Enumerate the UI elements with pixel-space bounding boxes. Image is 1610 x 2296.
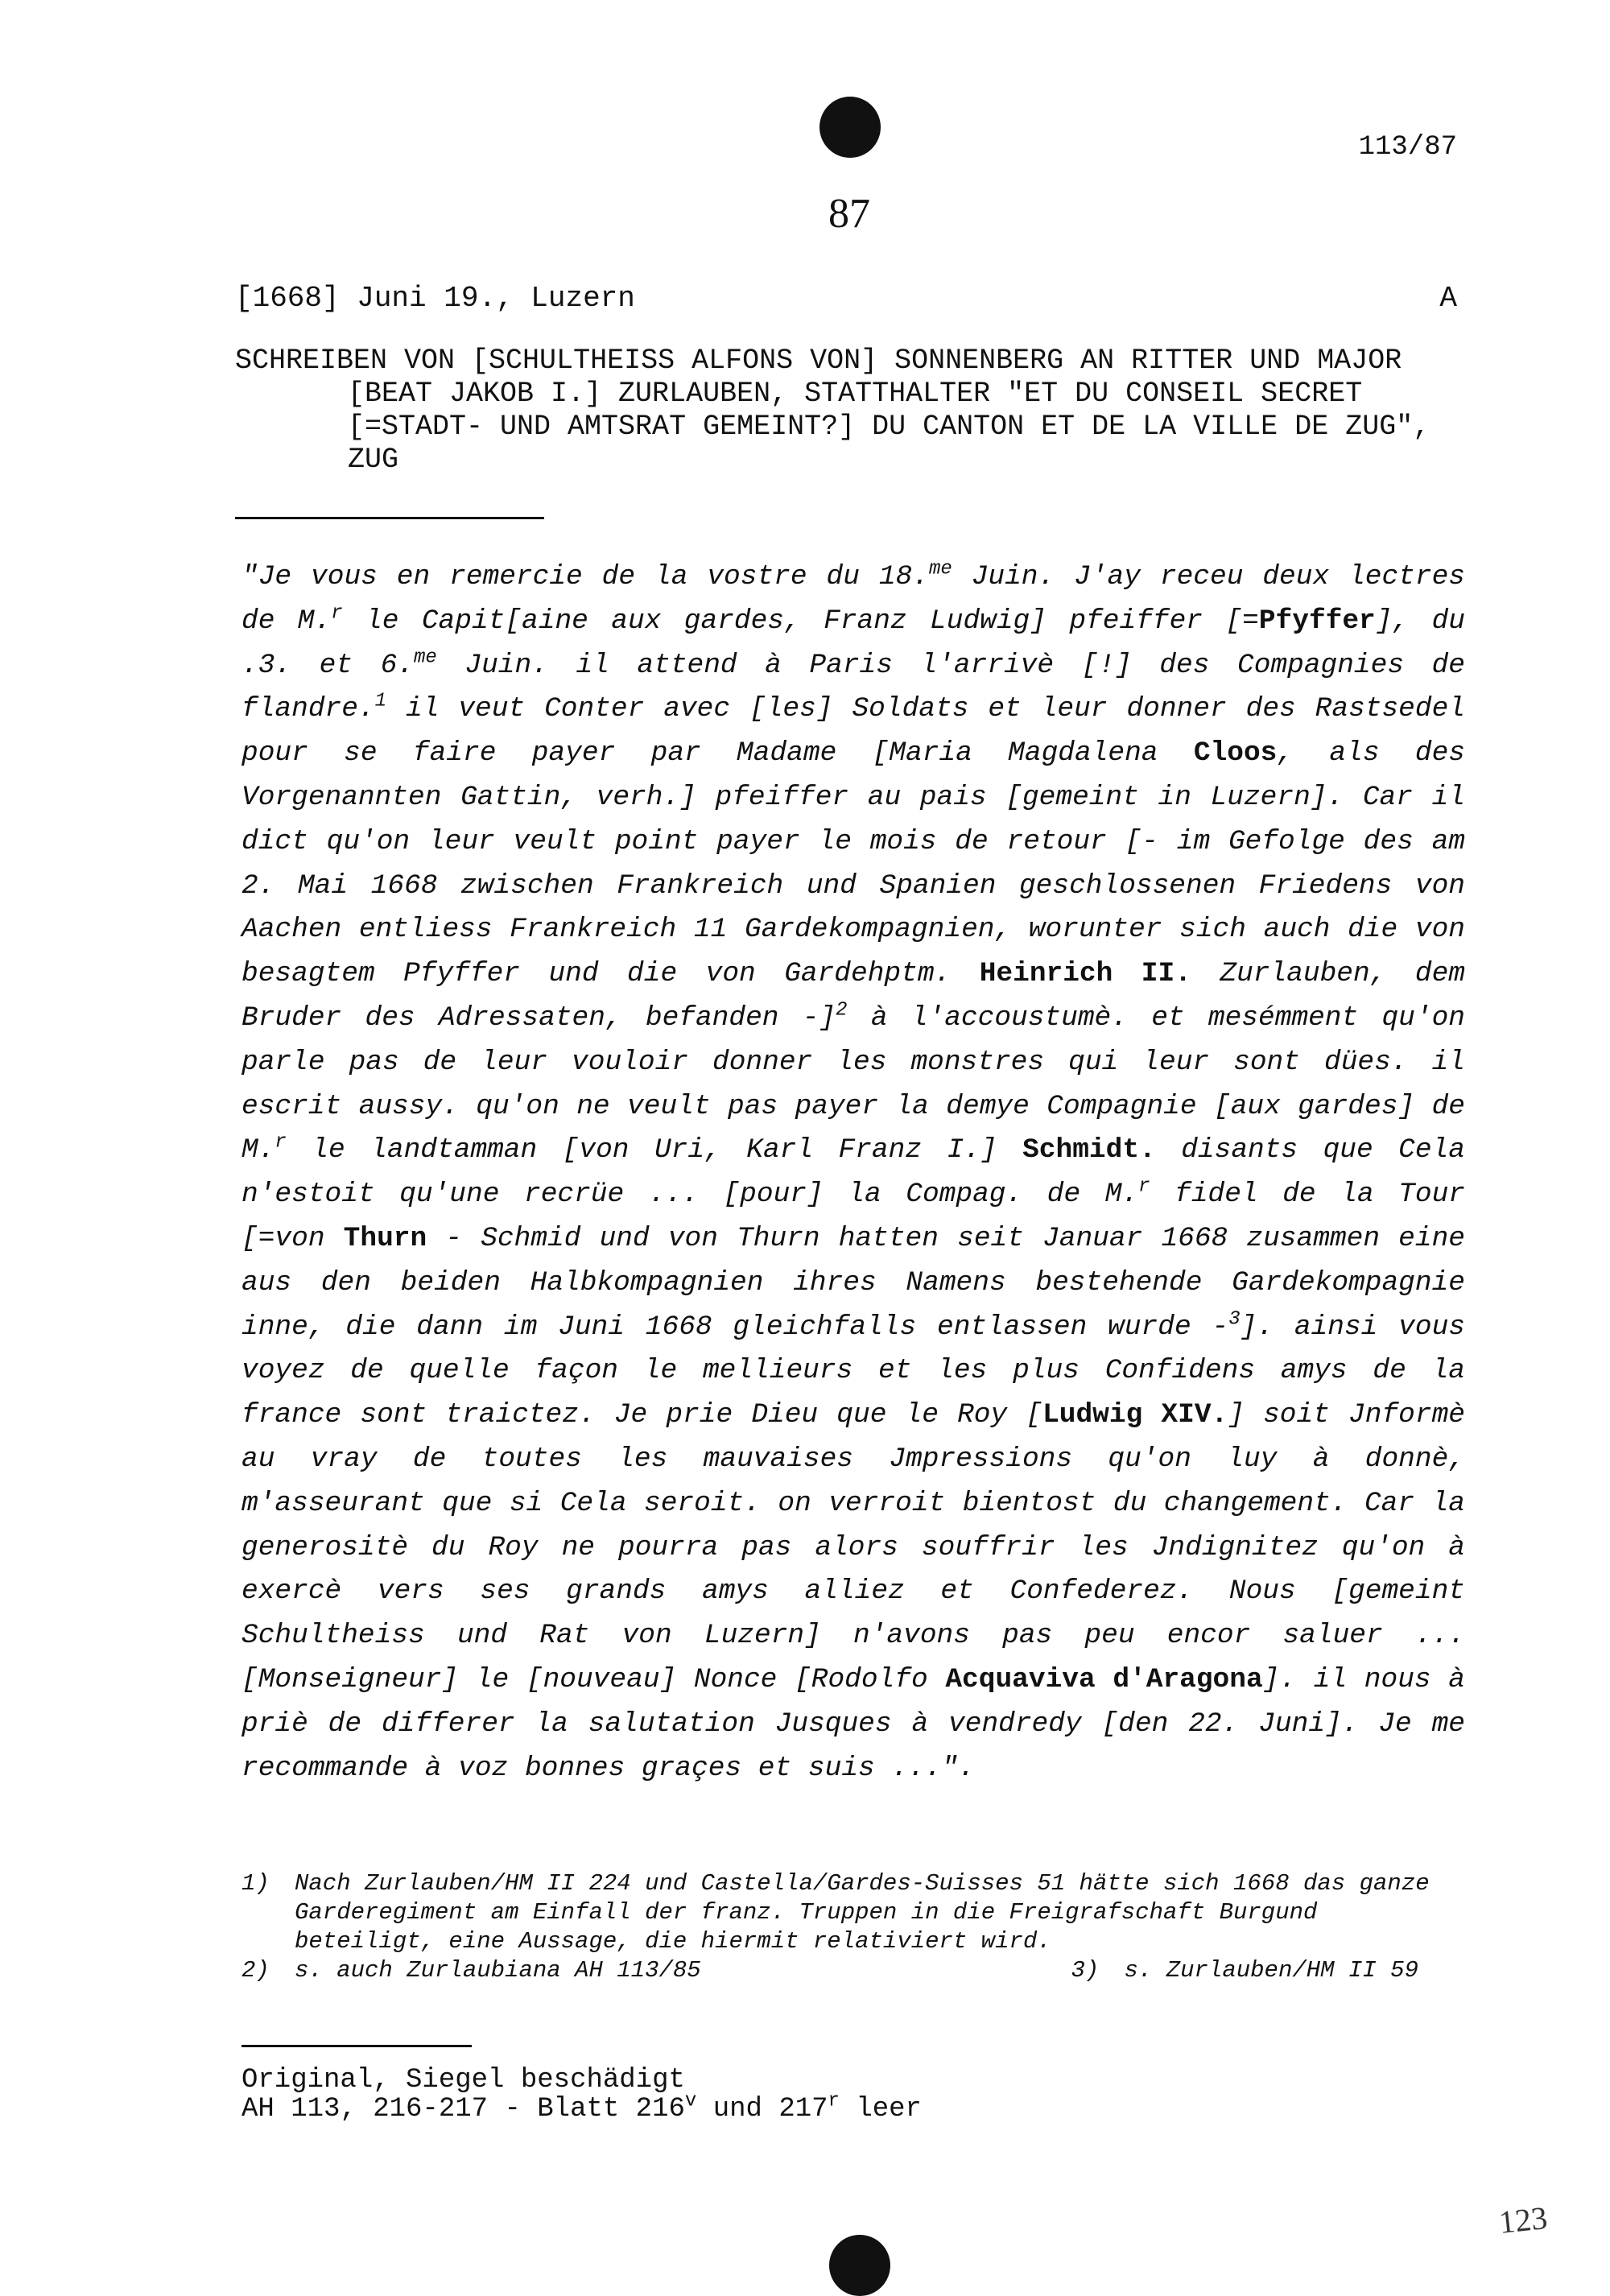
document-number: 87 (828, 191, 870, 237)
footnote-1: 1) Nach Zurlauben/HM II 224 und Castella/Gardes-Suisses 51 hätte sich 1668 das ganze Garderegiment am Einfall der franz. Truppen in die Freigrafschaft Burgund beteiligt, eine Aussage, die hiermit relativiert wird. (242, 1870, 1430, 1955)
person-name: Schmidt. (1022, 1134, 1156, 1167)
footnote-3: 3) s. Zurlauben/HM II 59 (1071, 1957, 1418, 1984)
source-notes (242, 2066, 922, 2124)
superscript: r (1138, 1175, 1150, 1198)
footnote-ref-2: 2 (836, 999, 848, 1022)
divider-rule (242, 2045, 472, 2047)
punch-hole-top (819, 97, 881, 158)
person-name: Cloos (1193, 737, 1278, 770)
person-name: Thurn (343, 1222, 427, 1254)
footnote-row (242, 1956, 1465, 1985)
footnote-2: 2) s. auch Zurlaubiana AH 113/85 (242, 1957, 701, 1984)
handwritten-folio-number: 123 (1496, 2199, 1550, 2241)
footnote-ref-3: 3 (1228, 1308, 1241, 1331)
superscript: r (331, 602, 343, 625)
person-name: Heinrich II. (979, 958, 1191, 990)
source-line-2: AH 113, 216-217 - Blatt 216$^v$ und 217$^r$ leer (242, 2090, 922, 2125)
person-name: Acquaviva d'Aragona (945, 1663, 1263, 1695)
letter-transcription: "Je vous en remercie de la vostre du 18.$^{me}$ Juin. J'ay receu deux lectres de M.$^r$ le Capit[aine aux gardes, Franz Ludwig] pfeiffer [=Pfyffer], du .3. et 6.$^{me}$ Juin. il attend à Paris l'arrivè [!] des Compagnies de flandre.$^1$ il veut Conter avec [les] Soldats et leur donner des Rastsedel pour se faire payer par Madame [Maria Magdalena Cloos, als des Vorgenannten Gattin, verh.] pfeiffer au pais [gemeint in Luzern]. Car il dict qu'on leur veult point payer le mois de retour [- im Gefolge des am 2. Mai 1668 zwischen Frankreich und Spanien geschlossenen Friedens von Aachen entliess Frankreich 11 Gardekompagnien, worunter sich auch die von besagtem Pfyffer und die von Gardehptm. Heinrich II. Zurlauben, dem Bruder des Adressaten, befanden -]$^2$ à l'accoustumè. et mesémment qu'on parle pas de leur vouloir donner les monstres qui leur sont dües. il escrit aussy. qu'on ne veult pas payer la demye Compagnie [aux gardes] de M.$^r$ le landtamman [von Uri, Karl Franz I.] Schmidt. disants que Cela n'estoit qu'une recrüe ... [pour] la Compag. de M.$^r$ fidel de la Tour [=von Thurn - Schmid und von Thurn hatten seit Januar 1668 zusammen eine aus den beiden Halbkompagnien ihres Namens bestehende Gardekompagnie inne, die dann im Juni 1668 gleichfalls entlassen wurde -$^3$]. ainsi vous voyez de quelle façon le mellieurs et les plus Confidens amys de la france sont traictez. Je prie Dieu que le Roy [Ludwig XIV.] soit Jnformè au vray de toutes les mauvaises Jmpressions qu'on luy à donnè, m'asseurant que si Cela seroit. on verroit bientost du changement. Car la generositè du Roy ne pourra pas alors souffrir les Jndignitez qu'on à exercè vers ses grands amys alliez et Confederez. Nous [gemeint Schultheiss und Rat von Luzern] n'avons pas peu encor saluer ... [Monseigneur] le [nouveau] Nonce [Rodolfo Acquaviva d'Aragona]. il nous à priè de differer la salutation Jusques à vendredy [den 22. Juni]. Je me recommande à voz bonnes graçes et suis ...". (242, 558, 1465, 1784)
version-letter: A (1439, 282, 1457, 315)
superscript: me (414, 646, 437, 669)
superscript: r (275, 1131, 287, 1154)
footnote-ref-1: 1 (374, 690, 387, 712)
footnotes (242, 1869, 1465, 1985)
person-name: Pfyffer (1258, 605, 1376, 637)
person-name: Ludwig XIV. (1042, 1399, 1228, 1431)
divider-rule (235, 517, 544, 519)
letter-summary: SCHREIBEN VON [SCHULTHEISS ALFONS VON] SONNENBERG AN RITTER UND MAJOR [BEAT JAKOB I.] ZURLAUBEN, STATTHALTER "ET DU CONSEIL SECRET [=STADT- UND AMTSRAT GEMEINT?] DU CANTON ET DE LA VILLE DE ZUG", ZUG (235, 345, 1430, 476)
archive-reference: 113/87 (1358, 132, 1457, 163)
date-place-line: [1668] Juni 19., Luzern (235, 282, 635, 315)
superscript: me (928, 558, 952, 580)
source-line-1: Original, Siegel beschädigt (242, 2065, 685, 2096)
punch-hole-bottom (829, 2235, 890, 2296)
